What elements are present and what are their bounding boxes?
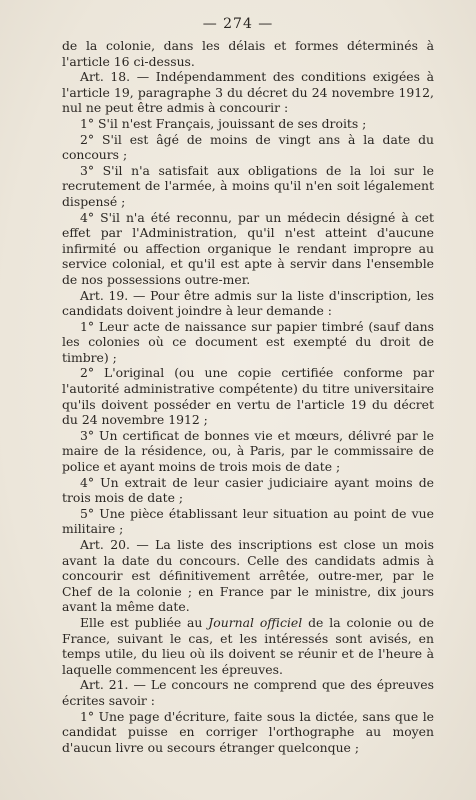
- list-item: 3° Un certificat de bonnes vie et mœurs, délivré par le maire de la résidence, ou, à Paris, par le commissaire de police et ayant moins de trois mois de date ;: [62, 427, 434, 475]
- article-20: Art. 20. — La liste des inscriptions est close un mois avant la date du concours. Celle des candidats admis à concourir est définitivement arrêtée, outre-mer, par le Chef de la colonie ; en France par le ministre, dix jours avant la même date.: [62, 537, 434, 615]
- list-item: 1° Une page d'écriture, faite sous la dictée, sans que le candidat puisse en corriger l'orthographe au moyen d'aucun livre ou secours étranger quelconque ;: [62, 708, 434, 755]
- body-text: [62, 38, 434, 755]
- paragraph: de la colonie, dans les délais et formes déterminés à l'article 16 ci-dessus.: [62, 38, 434, 69]
- list-item: 1° Leur acte de naissance sur papier timbré (sauf dans les colonies où ce document est exempté du droit de timbre) ;: [62, 318, 434, 365]
- list-item: 3° S'il n'a satisfait aux obligations de la loi sur le recrutement de l'armée, à moins qu'il n'en soit légalement dispensé ;: [62, 162, 434, 209]
- article-18: Art. 18. — Indépendamment des conditions exigées à l'article 19, paragraphe 3 du décret du 24 novembre 1912, nul ne peut être admis à concourir :: [62, 69, 434, 116]
- list-item: 1° S'il n'est Français, jouissant de ses droits ;: [80, 115, 367, 131]
- journal-before: Elle est publiée au: [80, 614, 209, 630]
- list-item: 5° Une pièce établissant leur situation au point de vue militaire ;: [62, 505, 434, 537]
- list-item: 2° L'original (ou une copie certifiée conforme par l'autorité administrative compétente) du titre universitaire qu'ils doivent posséder en vertu de l'article 19 du décret du 24 novembre 1912 ;: [62, 365, 434, 428]
- journal-after: de la colonie ou de France, suivant le cas, et les intéressés sont avisés, en temps utile, du lieu où ils doivent se réunir et de l'heure à laquelle commencent les épreuves.: [62, 614, 435, 677]
- list-item: 2° S'il est âgé de moins de vingt ans à la date du concours ;: [62, 131, 434, 163]
- list-item: 4° Un extrait de leur casier judiciaire ayant moins de trois mois de date ;: [62, 474, 434, 506]
- list-item: 4° S'il n'a été reconnu, par un médecin désigné à cet effet par l'Administration, qu'il n'est atteint d'aucune infirmité ou affection organique le rendant impropre au service colonial, et qu'il est apte à servir dans l'ensemble de nos possessions outre-mer.: [62, 209, 434, 287]
- article-21: Art. 21. — Le concours ne comprend que des épreuves écrites savoir :: [62, 677, 434, 708]
- page-number: — 274 —: [202, 16, 274, 32]
- journal-title: Journal officiel: [208, 614, 303, 630]
- article-19: Art. 19. — Pour être admis sur la liste d'inscription, les candidats doivent joindre à leur demande :: [62, 287, 434, 319]
- paragraph-journal: [62, 615, 434, 677]
